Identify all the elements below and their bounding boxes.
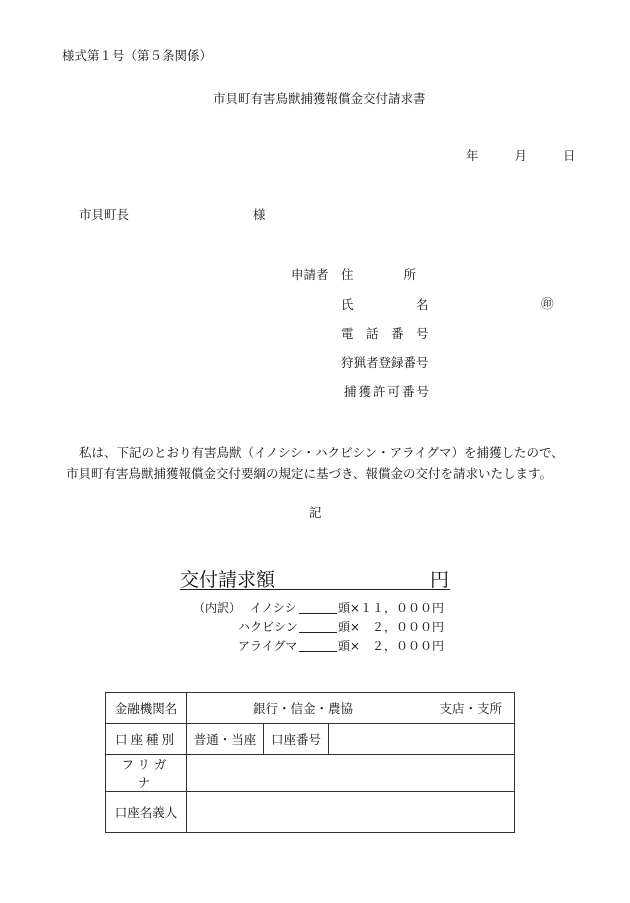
account-type-options[interactable]: 普通・当座 bbox=[187, 724, 264, 755]
furigana-label bbox=[106, 755, 187, 792]
breakdown-label: （内訳） bbox=[193, 601, 242, 615]
account-type-label-text: 口座種別 bbox=[114, 732, 177, 747]
bank-account-table bbox=[105, 692, 515, 833]
holder-label: 口座名義人 bbox=[106, 792, 187, 833]
amount-label: 交付請求額 bbox=[180, 569, 276, 591]
date-month: 月 bbox=[514, 148, 527, 163]
body-line-2: 市貝町有害鳥獣捕獲報償金交付要綱の規定に基づき、報償金の交付を請求いたします。 bbox=[66, 466, 553, 481]
amount-underline bbox=[180, 589, 450, 590]
institution-cell[interactable] bbox=[187, 693, 515, 724]
seal-mark: ㊞ bbox=[541, 296, 554, 311]
institution-types: 銀行・信金・農協 bbox=[253, 701, 354, 716]
bank-row-institution bbox=[106, 693, 515, 724]
breakdown-blank-1 bbox=[299, 632, 337, 633]
phone-label: 電 話 番 号 bbox=[341, 326, 429, 341]
name-label: 氏 名 bbox=[341, 297, 429, 312]
breakdown-unit-1: 頭× ２，０００円 bbox=[338, 620, 445, 634]
page-title: 市貝町有害鳥獣捕獲報償金交付請求書 bbox=[213, 91, 426, 106]
breakdown-animal-2: アライグマ bbox=[238, 639, 298, 653]
date-year: 年 bbox=[466, 148, 479, 163]
bank-row-furigana bbox=[106, 755, 515, 792]
holder-cell[interactable] bbox=[187, 792, 515, 833]
hunter-registration-label: 狩猟者登録番号 bbox=[341, 355, 429, 370]
breakdown-blank-2 bbox=[299, 651, 337, 652]
capture-permit-label: 捕獲許可番号 bbox=[344, 384, 432, 399]
date-line bbox=[466, 146, 575, 164]
branch-types: 支店・支所 bbox=[439, 701, 502, 716]
furigana-label-text: フリガナ bbox=[121, 757, 171, 790]
amount-unit: 円 bbox=[430, 569, 450, 591]
bank-row-account-type bbox=[106, 724, 515, 755]
breakdown-blank-0 bbox=[299, 613, 337, 614]
institution-label: 金融機関名 bbox=[106, 693, 187, 724]
ki-heading: 記 bbox=[309, 505, 322, 520]
account-number-label: 口座番号 bbox=[264, 724, 329, 755]
account-type-label bbox=[106, 724, 187, 755]
addressee-name: 市貝町長 bbox=[79, 207, 130, 222]
date-day: 日 bbox=[562, 148, 576, 163]
account-number-cell[interactable] bbox=[329, 724, 515, 755]
body-line-1: 私は、下記のとおり有害鳥獣（イノシシ・ハクビシン・アライグマ）を捕獲したので、 bbox=[79, 445, 564, 460]
breakdown-animal-1: ハクビシン bbox=[238, 620, 298, 634]
breakdown-animal-0: イノシシ bbox=[250, 601, 297, 615]
addressee-honorific: 様 bbox=[253, 207, 266, 222]
address-label: 住 所 bbox=[341, 267, 417, 282]
furigana-cell[interactable] bbox=[187, 755, 515, 792]
breakdown-unit-0: 頭×１１，０００円 bbox=[338, 601, 445, 615]
applicant-label: 申請者 bbox=[291, 267, 329, 282]
breakdown-unit-2: 頭× ２，０００円 bbox=[338, 639, 445, 653]
bank-row-holder bbox=[106, 792, 515, 833]
form-number: 様式第１号（第５条関係） bbox=[62, 48, 213, 63]
